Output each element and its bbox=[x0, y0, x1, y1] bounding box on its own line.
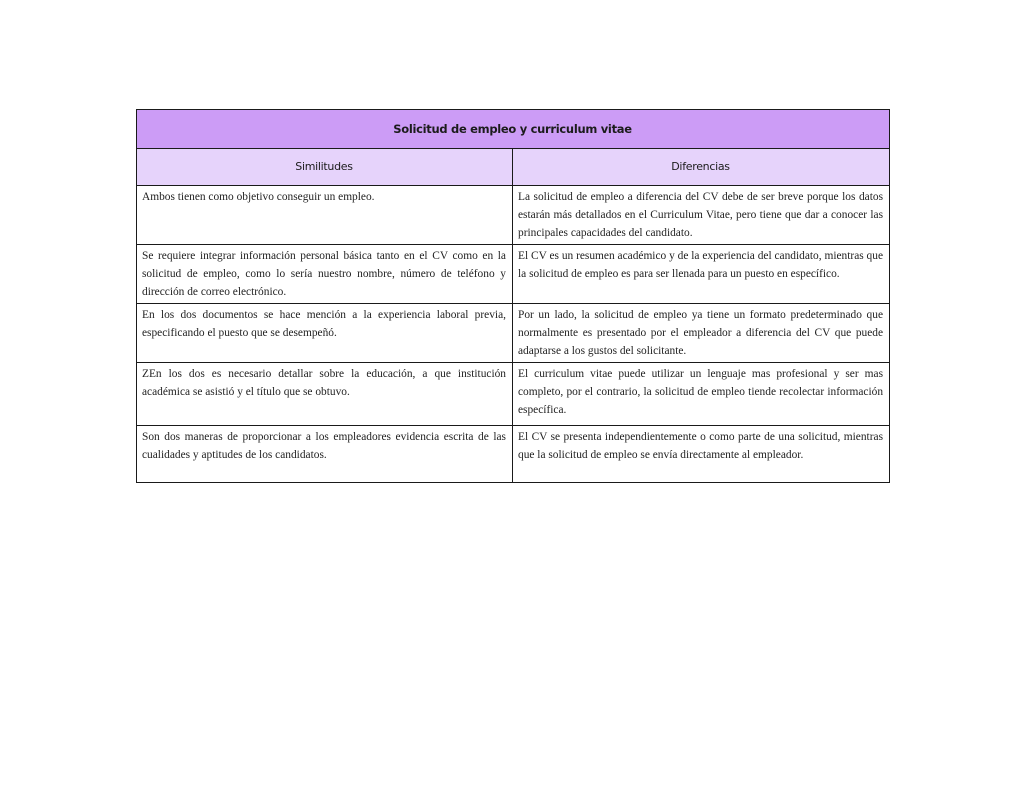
header-row bbox=[137, 149, 890, 186]
similitud-cell: Se requiere integrar información personal básica tanto en el CV como en la solicitud de empleo, como lo sería nuestro nombre, número de teléfono y dirección de correo electrónico. bbox=[137, 245, 513, 304]
diferencia-cell: La solicitud de empleo a diferencia del CV debe de ser breve porque los datos estarán más detallados en el Curriculum Vitae, pero tiene que dar a conocer las principales capacidades del candidato. bbox=[513, 186, 890, 245]
table-row bbox=[137, 304, 890, 363]
column-header-diferencias: Diferencias bbox=[513, 149, 890, 186]
comparison-table bbox=[136, 109, 890, 483]
column-header-similitudes: Similitudes bbox=[137, 149, 513, 186]
similitud-cell: Son dos maneras de proporcionar a los empleadores evidencia escrita de las cualidades y aptitudes de los candidatos. bbox=[137, 426, 513, 483]
table-row bbox=[137, 245, 890, 304]
title-row bbox=[137, 110, 890, 149]
similitud-cell: En los dos documentos se hace mención a la experiencia laboral previa, especificando el puesto que se desempeñó. bbox=[137, 304, 513, 363]
table-row bbox=[137, 426, 890, 483]
table-row bbox=[137, 363, 890, 426]
similitud-cell: ZEn los dos es necesario detallar sobre la educación, a que institución académica se asistió y el título que se obtuvo. bbox=[137, 363, 513, 426]
table-row bbox=[137, 186, 890, 245]
diferencia-cell: Por un lado, la solicitud de empleo ya tiene un formato predeterminado que normalmente es presentado por el empleador a diferencia del CV que puede adaptarse a los gustos del solicitante. bbox=[513, 304, 890, 363]
diferencia-cell: El CV es un resumen académico y de la experiencia del candidato, mientras que la solicitud de empleo es para ser llenada para un puesto en específico. bbox=[513, 245, 890, 304]
diferencia-cell: El curriculum vitae puede utilizar un lenguaje mas profesional y ser mas completo, por el contrario, la solicitud de empleo tiende recolectar información específica. bbox=[513, 363, 890, 426]
diferencia-cell: El CV se presenta independientemente o como parte de una solicitud, mientras que la solicitud de empleo se envía directamente al empleador. bbox=[513, 426, 890, 483]
similitud-cell: Ambos tienen como objetivo conseguir un empleo. bbox=[137, 186, 513, 245]
table-title: Solicitud de empleo y curriculum vitae bbox=[137, 110, 890, 149]
